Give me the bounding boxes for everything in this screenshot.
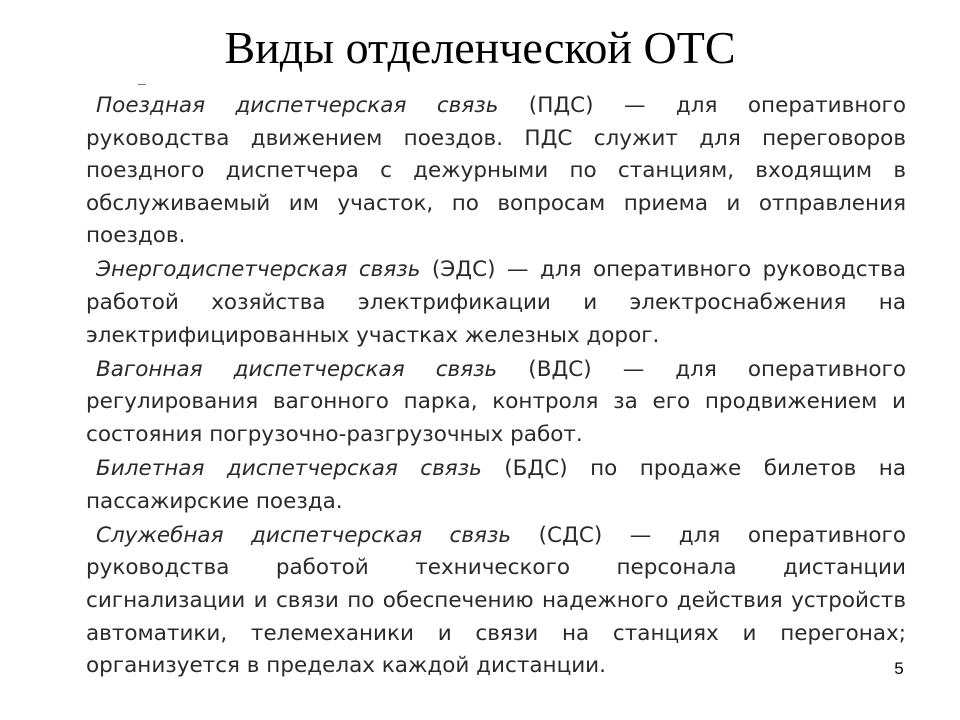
slide-title: Виды отделенческой ОТС bbox=[224, 22, 736, 73]
term-bds: Билетная диспетчерская связь bbox=[96, 456, 482, 482]
term-eds: Энергодиспетчерская связь bbox=[96, 257, 421, 283]
definition-sds: (СДС) — для оперативного руководства работой технического персонала дистанции сигнализации и связи по обеспечению надежного действия устройств автоматики, телемеханики и связи на станциях и перегонах; организуется в пределах каждой дистанции. bbox=[86, 522, 906, 679]
scanned-text-block bbox=[86, 90, 906, 684]
paragraph-vds bbox=[86, 354, 906, 452]
definition-bds: (БДС) по продаже билетов на пассажирские поезда. bbox=[86, 456, 906, 514]
term-sds: Служебная диспетчерская связь bbox=[96, 522, 512, 548]
scan-artifact bbox=[138, 84, 146, 85]
paragraph-bds bbox=[86, 453, 906, 518]
definition-pds: (ПДС) — для оперативного руководства движением поездов. ПДС служит для переговоров поездного диспетчера с дежурными по станциям, входящим в обслуживаемый им участок, по вопросам приема и отправления поездов. bbox=[86, 93, 906, 249]
paragraph-sds bbox=[86, 520, 906, 683]
definition-vds: (ВДС) — для оперативного регулирования вагонного парка, контроля за его продвижением и состояния погрузочно-разгрузочных работ. bbox=[86, 356, 906, 447]
term-pds: Поездная диспетчерская связь bbox=[96, 93, 499, 118]
paragraph-pds bbox=[86, 90, 906, 253]
paragraph-eds bbox=[86, 254, 906, 352]
page-number: 5 bbox=[894, 659, 904, 678]
definition-eds: (ЭДС) — для оперативного руководства работой хозяйства электрификации и электроснабжения на электрифицированных участках железных дорог. bbox=[86, 257, 907, 348]
term-vds: Вагонная диспетчерская связь bbox=[96, 356, 498, 382]
